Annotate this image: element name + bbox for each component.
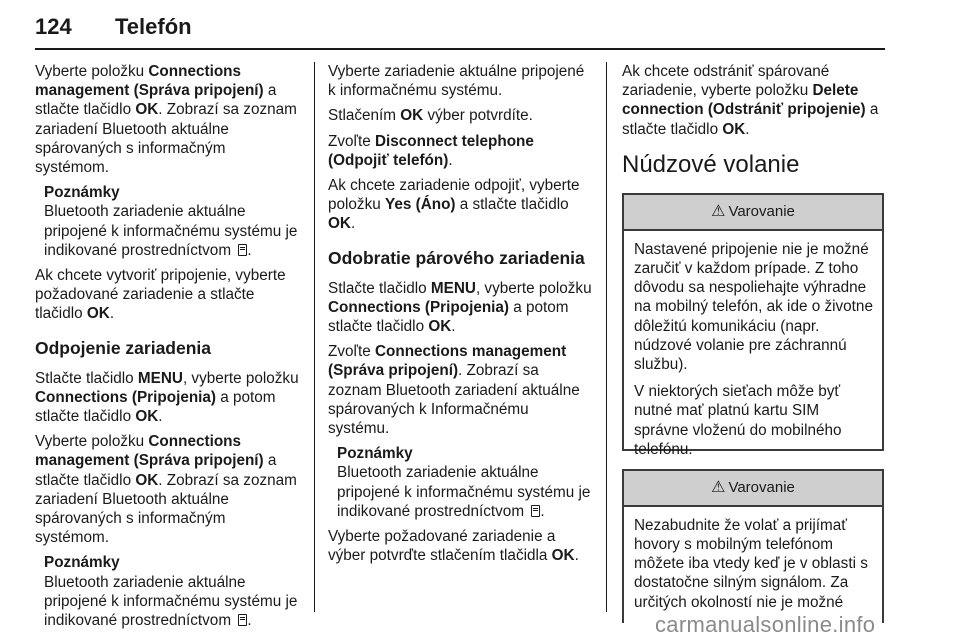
page-number: 124 [35,14,72,39]
column-2 [328,62,594,571]
paragraph: Vyberte zariadenie aktuálne pripojené k informačnému systému. [328,63,585,100]
header-rule [35,48,885,50]
paragraph: Stlačením OK výber potvrdíte. [328,107,533,125]
note-block: Poznámky Bluetooth zariadenie aktuálne pripojené k informačnému systému je indikované prostredníctvom . [35,183,303,260]
note-title: Poznámky [337,445,413,463]
paragraph: Ak chcete vytvoriť pripojenie, vyberte požadované zariadenie a stlačte tlačidlo OK. [35,267,286,323]
warning-title: Varovanie [728,478,795,496]
warning-triangle-icon: ⚠ [711,478,726,496]
watermark: carmanualsonline.info [655,612,876,637]
paragraph: Ak chcete zariadenie odpojiť, vyberte položku Yes (Áno) a stlačte tlačidlo OK. [328,177,580,233]
phone-device-icon [531,505,540,517]
warning-header [624,471,882,507]
note-text: Bluetooth zariadenie aktuálne pripojené k informačnému systému je indikované prostredníctvom [337,464,591,520]
column-3 [622,62,884,623]
paragraph: Zvoľte Disconnect telephone (Odpojiť telefón). [328,132,534,169]
column-divider [606,62,607,612]
note-title: Poznámky [44,554,120,572]
warning-text: Nezabudnite že volať a prijímať hovory s mobilným telefónom môžete iba vtedy keď je v oblasti s dostatočne silným signálom. Za určitých okolností nie je možné [634,516,868,611]
paragraph: Zvoľte Connections management (Správa pripojení). Zobrazí sa zoznam Bluetooth zariadení aktuálne spárovaných k Informačnému systému. [328,343,580,438]
warning-body [624,507,882,623]
warning-text: Nastavené pripojenie nie je možné zaručiť v každom prípade. Z toho dôvodu sa nespoliehajte výhradne na mobilný telefón, ak ide o životne dôležitú komunikáciu (napr. núdzové volanie pre záchrannú službu). [634,240,873,374]
phone-device-icon [238,244,247,256]
section-heading: Odobratie párového zariadenia [328,247,585,268]
section-heading: Odpojenie zariadenia [35,337,212,358]
warning-title: Varovanie [728,202,795,220]
note-text: Bluetooth zariadenie aktuálne pripojené k informačnému systému je indikované prostredníctvom [44,573,298,630]
paragraph: Stlačte tlačidlo MENU, vyberte položku Connections (Pripojenia) a potom stlačte tlačidlo OK. [328,279,592,336]
page-header [35,8,885,44]
warning-triangle-icon: ⚠ [711,202,726,220]
note-title: Poznámky [44,184,120,202]
column-divider [314,62,315,612]
column-1 [35,62,303,636]
section-heading: Núdzové volanie [622,150,800,178]
warning-header [624,195,882,231]
paragraph: Ak chcete odstrániť spárované zariadenie, vyberte položku Delete connection (Odstrániť pripojenie) a stlačte tlačidlo OK. [622,63,879,138]
paragraph: Vyberte položku Connections management (Správa pripojení) a stlačte tlačidlo OK. Zobrazí sa zoznam zariadení Bluetooth aktuálne spárovaných s informačným systémom. [35,433,297,547]
warning-box [622,469,884,623]
paragraph: Stlačte tlačidlo MENU, vyberte položku Connections (Pripojenia) a potom stlačte tlačidlo OK. [35,369,299,426]
page-title: Telefón [115,14,192,39]
paragraph: Vyberte položku Connections management (Správa pripojení) a stlačte tlačidlo OK. Zobrazí sa zoznam zariadení Bluetooth aktuálne spárovaných s informačným systémom. [35,63,297,177]
warning-body [624,231,882,473]
warning-text: V niektorých sieťach môže byť nutné mať platnú kartu SIM správne vloženú do mobilného telefónu. [634,383,842,458]
phone-device-icon [238,614,247,626]
note-block: Poznámky Bluetooth zariadenie aktuálne pripojené k informačnému systému je indikované prostredníctvom . [328,444,594,521]
paragraph: Vyberte požadované zariadenie a výber potvrďte stlačením tlačidla OK. [328,528,579,565]
warning-box [622,193,884,458]
note-block: Poznámky Bluetooth zariadenie aktuálne pripojené k informačnému systému je indikované prostredníctvom . [35,553,303,630]
note-text: Bluetooth zariadenie aktuálne pripojené k informačnému systému je indikované prostredníctvom [44,203,298,259]
